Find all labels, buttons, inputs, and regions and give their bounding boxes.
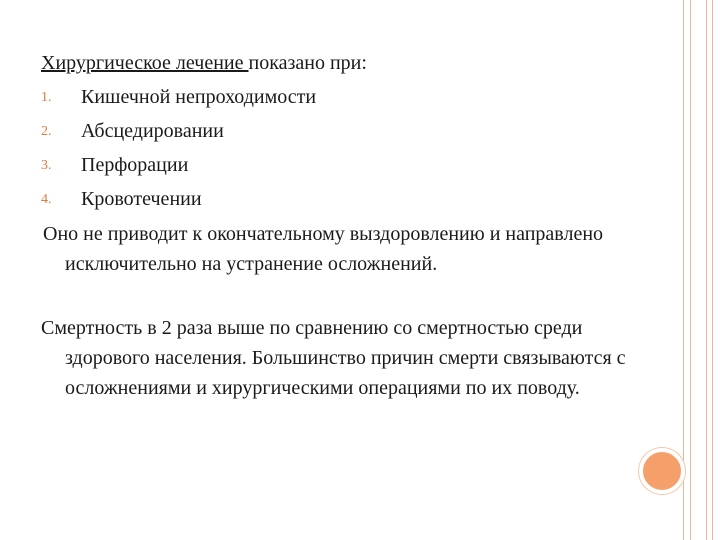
slide-heading: [41, 46, 631, 80]
list-item-text: Кровотечении: [81, 188, 202, 210]
indications-list: [41, 80, 631, 216]
list-item: [41, 114, 631, 148]
heading-underlined-text: Хирургическое лечение: [41, 52, 249, 74]
list-number: 2.: [41, 124, 52, 139]
heading-rest-text: показано при:: [248, 52, 367, 74]
spacer: [41, 279, 631, 313]
mortality-paragraph: Смертность в 2 раза выше по сравнению со смертностью среди здорового населения. Большинство причин смерти связываются с осложнениями и хирургическими операциями по их поводу.: [41, 317, 626, 399]
note-paragraph: Оно не приводит к окончательному выздоровлению и направлено исключительно на устранение осложнений.: [43, 223, 604, 275]
decorative-circle: [639, 448, 685, 494]
frame-line: [690, 0, 691, 540]
list-item: [41, 80, 631, 114]
list-number: 4.: [41, 192, 52, 207]
slide-content: [41, 46, 631, 403]
list-item-text: Перфорации: [81, 154, 189, 176]
frame-line: [712, 0, 713, 540]
list-item-text: Абсцедировании: [81, 120, 224, 142]
list-item: [41, 182, 631, 216]
frame-line: [706, 0, 707, 540]
frame-line: [683, 0, 684, 540]
list-number: 1.: [41, 90, 52, 105]
list-item: [41, 148, 631, 182]
list-item-text: Кишечной непроходимости: [81, 86, 317, 108]
list-number: 3.: [41, 158, 52, 173]
